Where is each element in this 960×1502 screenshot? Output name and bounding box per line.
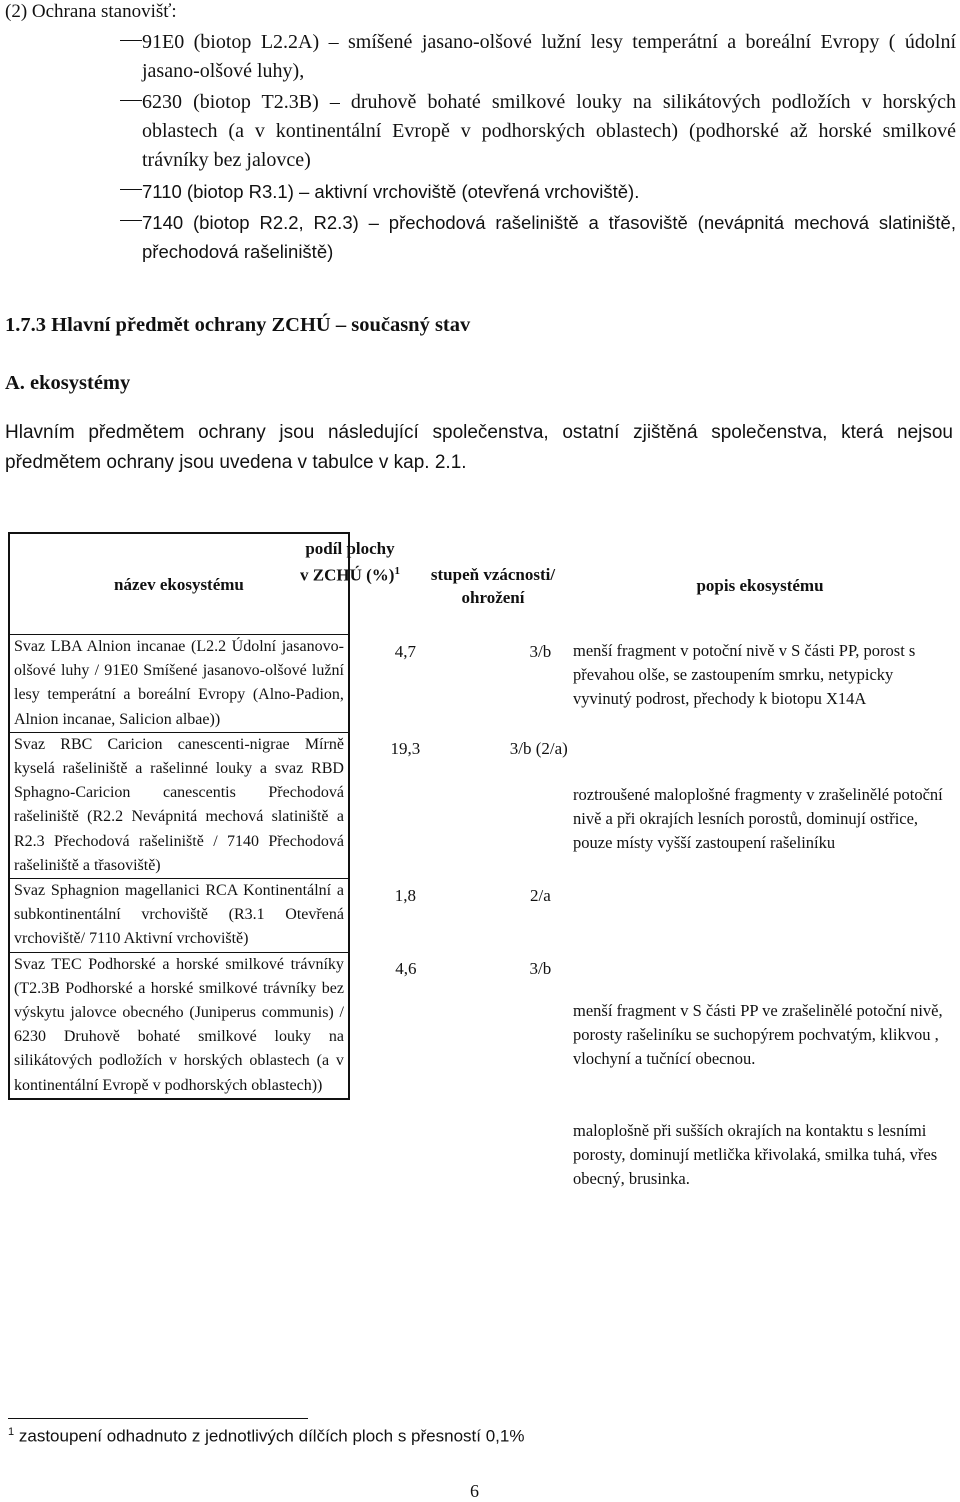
share-value: 4,7 — [394, 641, 416, 661]
table-row — [9, 635, 619, 733]
habitat-item — [120, 28, 956, 86]
page-number: 6 — [470, 1481, 479, 1501]
footnote-mark: 1 — [8, 1426, 15, 1438]
table-row — [9, 732, 619, 878]
dash-bullet — [120, 40, 142, 41]
table-row — [9, 879, 619, 953]
habitat-text: 91E0 (biotop L2.2A) – smíšené jasano-olšové lužní lesy temperátní a boreální Evropy ( údolní jasano-olšové luhy), — [142, 31, 956, 82]
habitat-item — [120, 208, 956, 266]
ecosystem-name: Svaz TEC Podhorské a horské smilkové trávníky (T2.3B Podhorské a horské smilkové trávníky bez výskytu jalovce obecného (Juniperus communis) / 6230 Druhově bohaté smilkové louky na silikátových podložích v horských oblastech (a v kontinentální Evropě v podhorských oblastech)) — [14, 955, 344, 1094]
ecosystem-table — [8, 532, 620, 1100]
header-share: podíl plochy v ZCHÚ (%)$^1$ — [300, 539, 400, 585]
habitat-list — [120, 28, 956, 268]
habitat-item — [120, 177, 956, 206]
share-value: 19,3 — [390, 739, 421, 759]
dash-bullet — [120, 100, 142, 101]
dash-bullet — [120, 220, 142, 221]
habitat-text: 7140 (biotop R2.2, R2.3) – přechodová rašeliniště a třasoviště (nevápnitá mechová slatiniště, přechodová rašeliniště) — [142, 212, 956, 262]
footnote-text: zastoupení odhadnuto z jednotlivých dílčích ploch s přesností 0,1% — [18, 1426, 525, 1446]
rarity-value: 2/a — [530, 885, 551, 905]
ecosystem-description: maloplošně při sušších okrajích na kontaktu s lesními porosty, dominují metlička křivolaká, smilka tuhá, vřes obecný, brusinka. — [573, 1121, 938, 1189]
rarity-value: 3/b — [529, 959, 552, 979]
header-description: popis ekosystému — [696, 576, 824, 595]
section-title: (2) Ochrana stanovišť: — [5, 1, 177, 22]
rarity-value: 3/b (2/a) — [509, 739, 568, 759]
ecosystem-description: roztroušené maloplošné fragmenty v zrašelinělé potoční nivě a při okrajích lesních porostů, dominují ostřice, pouze místy vyšší zastoupení rašeliníku — [573, 785, 943, 853]
subsection-heading: A. ekosystémy — [5, 372, 131, 394]
footnote-divider — [8, 1418, 308, 1419]
ecosystem-name: Svaz Sphagnion magellanici RCA Kontinentální a subkontinentální vrchoviště (R3.1 Otevřená vrchoviště/ 7110 Aktivní vrchoviště) — [14, 882, 344, 948]
share-value: 4,6 — [395, 959, 417, 979]
habitat-text: 6230 (biotop T2.3B) – druhově bohaté smilkové louky na silikátových podložích v horských oblastech (a v kontinentální Evropě v podhorských oblastech) (podhorské až horské smilkové trávníky bez jalovce) — [142, 91, 956, 171]
ecosystem-name: Svaz RBC Caricion canescenti-nigrae Mírně kyselá rašeliniště a rašelinné louky a svaz RBD Sphagno-Caricion canescentis Přechodová rašeliniště (R2.2 Nevápnitá mechová slatiniště a R2.3 Přechodová rašeliniště / 7140 Přechodová rašeliniště a třasoviště) — [14, 735, 344, 874]
footnote — [8, 1426, 524, 1447]
header-name: název ekosystému — [114, 574, 244, 594]
section-heading: 1.7.3 Hlavní předmět ochrany ZCHÚ – současný stav — [5, 314, 471, 336]
table-row — [9, 952, 619, 1099]
dash-bullet — [120, 189, 142, 190]
ecosystem-name: Svaz LBA Alnion incanae (L2.2 Údolní jasanovo-olšové luhy / 91E0 Smíšené jasanovo-olšové lužní lesy temperátní a boreální Evropy (Alno-Padion, Alnion incanae, Salicion albae)) — [14, 638, 344, 728]
habitat-item — [120, 88, 956, 175]
ecosystem-description: menší fragment v potoční nivě v S části PP, porost s převahou olše, se zastoupením smrku, netypicky vyvinutý podrost, přechody k biotopu X14A — [573, 641, 916, 709]
intro-paragraph: Hlavním předmětem ochrany jsou následující společenstva, ostatní zjištěná společenstva, která nejsou předmětem ochrany jsou uvedena v tabulce v kap. 2.1. — [5, 422, 953, 473]
ecosystem-description: menší fragment v S části PP ve zrašelinělé potoční nivě, porosty rašeliníku se suchopýrem pochvatým, klikvou , vlochyní a tučnící obecnou. — [573, 1001, 943, 1069]
habitat-text: 7110 (biotop R3.1) – aktivní vrchoviště (otevřená vrchoviště). — [142, 181, 640, 202]
rarity-value: 3/b — [529, 641, 552, 661]
header-rarity: stupeň vzácnosti/ ohrožení — [430, 565, 556, 607]
share-value: 1,8 — [394, 885, 416, 905]
